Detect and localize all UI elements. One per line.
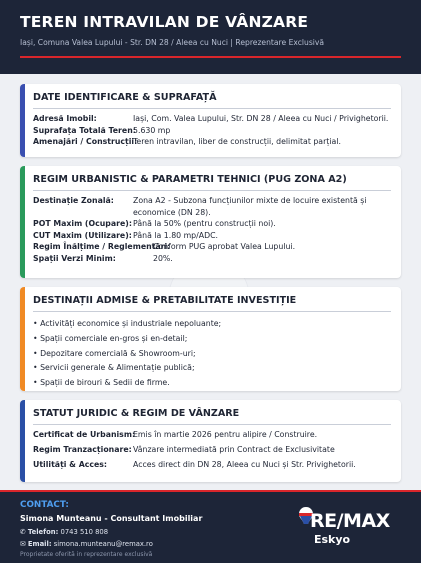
brand-name: RE/MAX	[310, 510, 390, 532]
info-row	[33, 230, 393, 242]
row-value: 5.630 mp	[133, 125, 171, 135]
list-item: • Spații comerciale en-gros și en-detail;	[33, 333, 188, 343]
contact-heading: CONTACT:	[20, 500, 69, 510]
phone-label: Telefon:	[27, 528, 59, 536]
info-row	[33, 429, 393, 444]
list-item: • Depozitare comercială & Showroom-uri;	[33, 348, 196, 358]
phone-number[interactable]: 0743 510 808	[60, 528, 109, 536]
agent-name: Simona Munteanu - Consultant Imobiliar	[20, 514, 203, 523]
list-item: • Activități economice și industriale nepoluante;	[33, 319, 222, 328]
row-value: Zona A2 - Subzona funcțiunilor mixte de locuire existentă și economice (DN 28).	[133, 196, 367, 217]
info-row	[33, 113, 393, 125]
section-divider	[33, 190, 391, 191]
page-title: TEREN INTRAVILAN DE VÂNZARE	[20, 13, 309, 31]
remax-logo	[298, 506, 400, 552]
section-accent-bar	[20, 287, 25, 391]
section-destinatii	[20, 287, 401, 391]
email-address[interactable]: simona.munteanu@remax.ro	[53, 540, 153, 548]
row-value: Până la 1.80 mp/ADC.	[133, 230, 219, 240]
row-value: Conform PUG aprobat Valea Lupului.	[153, 242, 296, 251]
row-label: Certificat de Urbanism:	[33, 430, 136, 439]
envelope-icon: ✉	[20, 540, 26, 548]
section-divider	[33, 311, 391, 312]
email-label: Email:	[27, 540, 52, 548]
row-label: Regim Tranzacționare:	[33, 445, 132, 454]
section-title: REGIM URBANISTIC & PARAMETRI TEHNICI (PUG ZONA A2)	[33, 174, 347, 185]
row-value: 20%.	[153, 253, 173, 263]
info-row	[33, 195, 393, 218]
info-row	[33, 241, 393, 253]
row-label: Suprafața Totală Teren:	[33, 125, 136, 135]
row-value: Până la 50% (pentru construcții noi).	[133, 219, 276, 228]
row-label: CUT Maxim (Utilizare):	[33, 230, 132, 240]
row-value: Acces direct din DN 28, Aleea cu Nuci și Str. Privighetorii.	[133, 460, 356, 469]
section-identificare	[20, 84, 401, 157]
info-row	[33, 459, 393, 474]
section-accent-bar	[20, 84, 25, 157]
row-value: Teren intravilan, liber de construcții, delimitat parțial.	[133, 137, 341, 146]
section-title: STATUT JURIDIC & REGIM DE VÂNZARE	[33, 408, 240, 419]
section-divider	[33, 108, 391, 109]
info-row	[33, 218, 393, 230]
section-accent-bar	[20, 166, 25, 278]
row-label: POT Maxim (Ocupare):	[33, 219, 132, 228]
header-divider	[20, 56, 401, 58]
brand-office: Eskyo	[314, 533, 351, 546]
row-label: Adresă Imobil:	[33, 114, 97, 123]
section-accent-bar	[20, 400, 25, 482]
info-row	[33, 444, 393, 459]
row-value: Emis în martie 2026 pentru alipire / Construire.	[133, 430, 318, 439]
list-item: • Spații de birouri & Sedii de firme.	[33, 378, 170, 388]
row-label: Amenajări / Construcții:	[33, 137, 138, 146]
list-item: • Servicii generale & Alimentație publică;	[33, 363, 195, 373]
section-title: DESTINAȚII ADMISE & PRETABILITATE INVESTIȚIE	[33, 295, 297, 306]
row-label: Spații Verzi Minim:	[33, 253, 116, 263]
row-label: Regim Înălțime / Reglementări:	[33, 242, 171, 251]
footer-divider	[0, 490, 421, 492]
footer-note: Proprietate oferită in reprezentare exclusivă	[20, 551, 153, 558]
row-label: Utilități & Acces:	[33, 460, 108, 469]
section-juridic	[20, 400, 401, 482]
row-value: Iași, Com. Valea Lupului, Str. DN 28 / Aleea cu Nuci / Privighetorii.	[133, 114, 389, 123]
info-row	[33, 136, 393, 148]
page-header	[0, 0, 421, 74]
info-row	[33, 125, 393, 137]
phone-icon: ✆	[20, 528, 26, 536]
section-urbanistic	[20, 166, 401, 278]
page-subtitle: Iași, Comuna Valea Lupului - Str. DN 28 / Aleea cu Nuci | Reprezentare Exclusivă	[20, 38, 325, 47]
section-title: DATE IDENTIFICARE & SUPRAFAȚĂ	[33, 92, 217, 103]
email-line	[20, 540, 153, 548]
phone-line	[20, 528, 108, 536]
row-value: Vânzare intermediată prin Contract de Exclusivitate	[133, 445, 335, 454]
section-divider	[33, 424, 391, 425]
info-row	[33, 253, 393, 265]
row-label: Destinație Zonală:	[33, 196, 114, 205]
